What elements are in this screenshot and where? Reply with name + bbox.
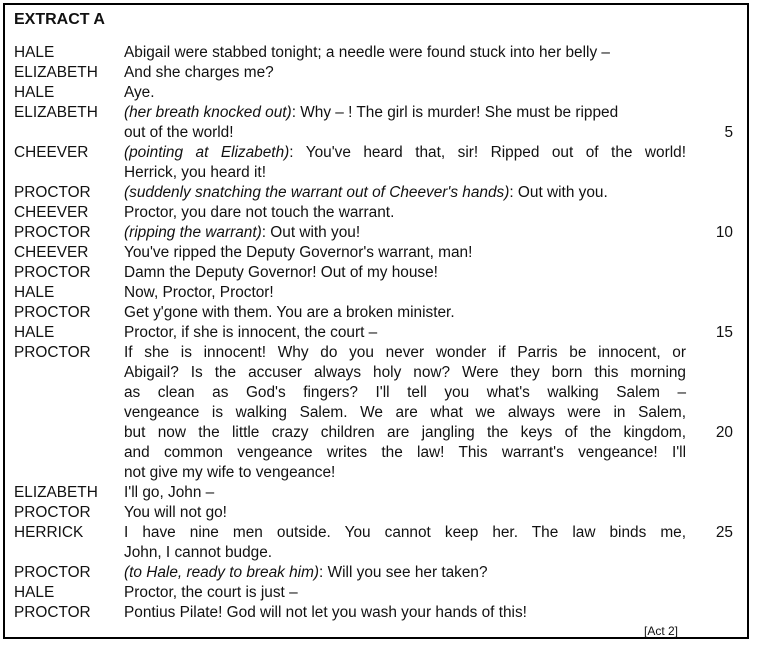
spoken-text: vengeance is walking Salem. We are what we always were in Salem, <box>124 404 686 421</box>
speaker-name: PROCTOR <box>14 304 91 321</box>
script-line <box>5 443 747 463</box>
dialogue-text <box>124 223 686 243</box>
spoken-text: Abigail were stabbed tonight; a needle were found stuck into her belly – <box>124 44 610 61</box>
stage-direction: (pointing at Elizabeth) <box>124 144 290 161</box>
spoken-text: Abigail? Is the accuser always holy now? Were they born this morning <box>124 364 686 381</box>
spoken-text: And she charges me? <box>124 64 274 81</box>
script-line <box>5 163 747 183</box>
spoken-text: Proctor, you dare not touch the warrant. <box>124 204 395 221</box>
speaker-name: HERRICK <box>14 524 84 541</box>
act-reference: [Act 2] <box>644 624 679 638</box>
spoken-text: Aye. <box>124 84 155 101</box>
line-number: 25 <box>715 524 733 541</box>
speaker-name: PROCTOR <box>14 224 91 241</box>
script-line <box>5 563 747 583</box>
line-number: 20 <box>715 424 733 441</box>
dialogue-text <box>124 363 686 383</box>
spoken-text: You've ripped the Deputy Governor's warrant, man! <box>124 244 473 261</box>
extract-box <box>3 3 749 639</box>
dialogue-text <box>124 103 686 123</box>
script-line <box>5 343 747 363</box>
script-line <box>5 483 747 503</box>
spoken-text: and common vengeance writes the law! This warrant's vengeance! I'll <box>124 444 686 461</box>
dialogue-text <box>124 503 686 523</box>
dialogue-text <box>124 543 686 563</box>
dialogue-text <box>124 383 686 403</box>
dialogue-text <box>124 243 686 263</box>
dialogue-text <box>124 203 686 223</box>
spoken-text: Get y'gone with them. You are a broken minister. <box>124 304 455 321</box>
dialogue-text <box>124 483 686 503</box>
script-line <box>5 303 747 323</box>
script-line <box>5 183 747 203</box>
dialogue-text <box>124 123 686 143</box>
dialogue-text <box>124 43 686 63</box>
dialogue-text <box>124 283 686 303</box>
speaker-name: ELIZABETH <box>14 484 98 501</box>
dialogue-text <box>124 443 686 463</box>
spoken-text: Herrick, you heard it! <box>124 164 266 181</box>
spoken-text: If she is innocent! Why do you never wonder if Parris be innocent, or <box>124 344 686 361</box>
spoken-text: I'll go, John – <box>124 484 215 501</box>
spoken-text: : Will you see her taken? <box>319 564 488 581</box>
speaker-name: PROCTOR <box>14 264 91 281</box>
speaker-name: HALE <box>14 324 55 341</box>
dialogue-text <box>124 603 686 623</box>
speaker-name: PROCTOR <box>14 344 91 361</box>
line-number: 10 <box>715 224 733 241</box>
spoken-text: : You've heard that, sir! Ripped out of the world! <box>289 144 686 161</box>
speaker-name: HALE <box>14 84 55 101</box>
stage-direction: (suddenly snatching the warrant out of Cheever's hands) <box>124 184 510 201</box>
spoken-text: not give my wife to vengeance! <box>124 464 336 481</box>
script-line <box>5 523 747 543</box>
dialogue-text <box>124 83 686 103</box>
script-line <box>5 263 747 283</box>
dialogue-text <box>124 463 686 483</box>
speaker-name: CHEEVER <box>14 144 89 161</box>
script-line <box>5 83 747 103</box>
speaker-name: HALE <box>14 584 55 601</box>
dialogue-text <box>124 263 686 283</box>
dialogue-text <box>124 343 686 363</box>
script-line <box>5 323 747 343</box>
dialogue-text <box>124 583 686 603</box>
script-line <box>5 363 747 383</box>
dialogue-text <box>124 423 686 443</box>
script-line <box>5 403 747 423</box>
script-line <box>5 203 747 223</box>
script-line <box>5 463 747 483</box>
script-line <box>5 423 747 443</box>
script-line <box>5 103 747 123</box>
spoken-text: John, I cannot budge. <box>124 544 273 561</box>
speaker-name: CHEEVER <box>14 204 89 221</box>
speaker-name: PROCTOR <box>14 504 91 521</box>
spoken-text: You will not go! <box>124 504 227 521</box>
speaker-name: ELIZABETH <box>14 104 98 121</box>
spoken-text: but now the little crazy children are jangling the keys of the kingdom, <box>124 424 686 441</box>
dialogue-text <box>124 143 686 163</box>
speaker-name: HALE <box>14 284 55 301</box>
script-line <box>5 63 747 83</box>
spoken-text: Pontius Pilate! God will not let you wash your hands of this! <box>124 604 527 621</box>
script-line <box>5 503 747 523</box>
spoken-text: : Why – ! The girl is murder! She must be ripped <box>291 104 619 121</box>
dialogue-text <box>124 183 686 203</box>
dialogue-text <box>124 63 686 83</box>
stage-direction: (ripping the warrant) <box>124 224 262 241</box>
line-number: 5 <box>724 124 733 141</box>
speaker-name: PROCTOR <box>14 564 91 581</box>
spoken-text: Proctor, if she is innocent, the court – <box>124 324 378 341</box>
spoken-text: : Out with you! <box>261 224 361 241</box>
script-line <box>5 383 747 403</box>
speaker-name: ELIZABETH <box>14 64 98 81</box>
speaker-name: PROCTOR <box>14 604 91 621</box>
dialogue-text <box>124 403 686 423</box>
stage-direction: (her breath knocked out) <box>124 104 292 121</box>
line-number: 15 <box>715 324 733 341</box>
spoken-text: Proctor, the court is just – <box>124 584 298 601</box>
script-line <box>5 603 747 623</box>
script-line <box>5 283 747 303</box>
spoken-text: I have nine men outside. You cannot keep her. The law binds me, <box>124 524 686 541</box>
script-line <box>5 223 747 243</box>
spoken-text: out of the world! <box>124 124 234 141</box>
spoken-text: Damn the Deputy Governor! Out of my house! <box>124 264 438 281</box>
dialogue-text <box>124 563 686 583</box>
script-line <box>5 43 747 63</box>
extract-heading: EXTRACT A <box>14 11 105 28</box>
script-line <box>5 243 747 263</box>
speaker-name: CHEEVER <box>14 244 89 261</box>
script-line <box>5 143 747 163</box>
dialogue-text <box>124 303 686 323</box>
stage-direction: (to Hale, ready to break him) <box>124 564 320 581</box>
dialogue-text <box>124 163 686 183</box>
spoken-text: as clean as God's fingers? I'll tell you what's walking Salem – <box>124 384 686 401</box>
dialogue-text <box>124 523 686 543</box>
script-line <box>5 123 747 143</box>
script-line <box>5 543 747 563</box>
dialogue-text <box>124 323 686 343</box>
speaker-name: HALE <box>14 44 55 61</box>
script-line <box>5 583 747 603</box>
spoken-text: : Out with you. <box>509 184 608 201</box>
spoken-text: Now, Proctor, Proctor! <box>124 284 274 301</box>
speaker-name: PROCTOR <box>14 184 91 201</box>
